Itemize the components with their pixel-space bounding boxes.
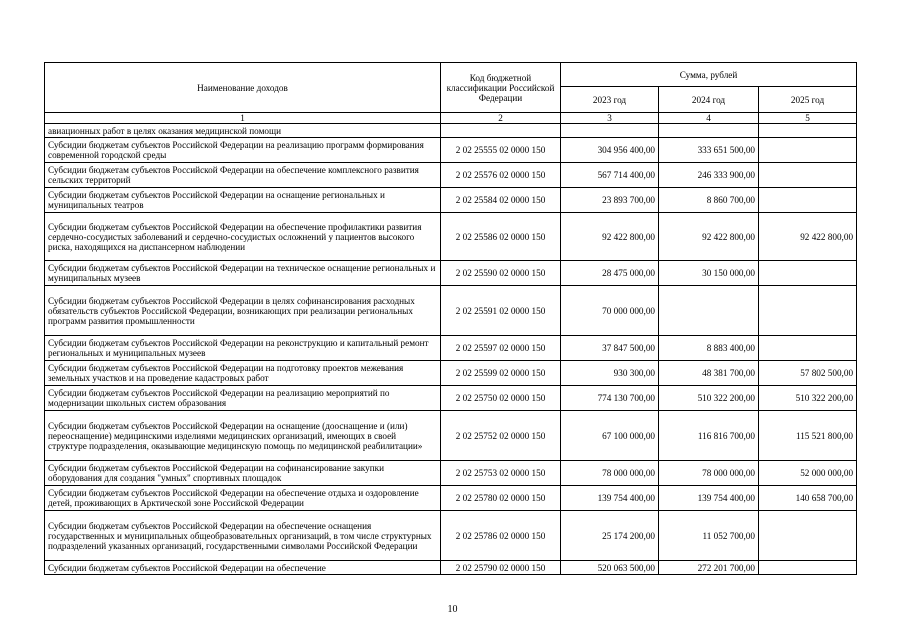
amount-2025-cell — [759, 336, 857, 361]
amount-2024-cell: 333 651 500,00 — [659, 138, 759, 163]
budget-code-cell: 2 02 25750 02 0000 150 — [441, 386, 561, 411]
amount-2023-cell: 37 847 500,00 — [561, 336, 659, 361]
amount-2025-cell — [759, 188, 857, 213]
income-name-cell: Субсидии бюджетам субъектов Российской Федерации на обеспечение оснащения государственных и муниципальных общеобразовательных организаций, в том числе структурных подразделений указанных организаций, государственными символами Российской Федерации — [45, 511, 441, 561]
column-number: 2 — [441, 113, 561, 124]
header-year-2023: 2023 год — [561, 87, 659, 113]
table-row — [45, 188, 857, 213]
table-row — [45, 386, 857, 411]
table-row — [45, 486, 857, 511]
budget-code-cell: 2 02 25790 02 0000 150 — [441, 561, 561, 575]
page-number: 10 — [447, 604, 458, 615]
income-name-cell: Субсидии бюджетам субъектов Российской Федерации в целях софинансирования расходных обязательств субъектов Российской Федерации, возникающих при реализации региональных программ развития промышленности — [45, 286, 441, 336]
table-row — [45, 286, 857, 336]
income-name-cell: Субсидии бюджетам субъектов Российской Федерации на реализацию программ формирования современной городской среды — [45, 138, 441, 163]
amount-2025-cell — [759, 261, 857, 286]
table-row — [45, 561, 857, 575]
amount-2025-cell — [759, 286, 857, 336]
amount-2024-cell: 11 052 700,00 — [659, 511, 759, 561]
header-year-2024: 2024 год — [659, 87, 759, 113]
amount-2025-cell — [759, 163, 857, 188]
amount-2024-cell: 8 883 400,00 — [659, 336, 759, 361]
budget-code-cell: 2 02 25599 02 0000 150 — [441, 361, 561, 386]
amount-2023-cell: 67 100 000,00 — [561, 411, 659, 461]
amount-2023-cell: 78 000 000,00 — [561, 461, 659, 486]
table-row — [45, 138, 857, 163]
income-name-cell: авиационных работ в целях оказания медицинской помощи — [45, 124, 441, 138]
income-name-cell: Субсидии бюджетам субъектов Российской Федерации на оснащение региональных и муниципальных театров — [45, 188, 441, 213]
income-name-cell: Субсидии бюджетам субъектов Российской Федерации на софинансирование закупки оборудования для создания "умных" спортивных площадок — [45, 461, 441, 486]
table-row — [45, 461, 857, 486]
amount-2023-cell: 25 174 200,00 — [561, 511, 659, 561]
column-number: 5 — [759, 113, 857, 124]
income-name-cell: Субсидии бюджетам субъектов Российской Федерации на подготовку проектов межевания земельных участков и на проведение кадастровых работ — [45, 361, 441, 386]
amount-2024-cell — [659, 286, 759, 336]
income-name-cell: Субсидии бюджетам субъектов Российской Федерации на обеспечение отдыха и оздоровление детей, проживающих в Арктической зоне Российской Федерации — [45, 486, 441, 511]
amount-2024-cell: 246 333 900,00 — [659, 163, 759, 188]
budget-code-cell: 2 02 25591 02 0000 150 — [441, 286, 561, 336]
amount-2024-cell: 92 422 800,00 — [659, 213, 759, 261]
table-row — [45, 213, 857, 261]
table-row — [45, 261, 857, 286]
amount-2023-cell — [561, 124, 659, 138]
amount-2023-cell: 92 422 800,00 — [561, 213, 659, 261]
header-sum: Сумма, рублей — [561, 63, 857, 87]
budget-code-cell: 2 02 25586 02 0000 150 — [441, 213, 561, 261]
budget-code-cell: 2 02 25597 02 0000 150 — [441, 336, 561, 361]
amount-2025-cell: 115 521 800,00 — [759, 411, 857, 461]
table-row — [45, 124, 857, 138]
amount-2023-cell: 23 893 700,00 — [561, 188, 659, 213]
income-name-cell: Субсидии бюджетам субъектов Российской Федерации на обеспечение профилактики развития сердечно-сосудистых заболеваний и сердечно-сосудистых осложнений у пациентов высокого риска, находящихся на диспансерном наблюдении — [45, 213, 441, 261]
table-row — [45, 411, 857, 461]
amount-2024-cell: 139 754 400,00 — [659, 486, 759, 511]
amount-2023-cell: 567 714 400,00 — [561, 163, 659, 188]
amount-2023-cell: 70 000 000,00 — [561, 286, 659, 336]
income-table — [44, 62, 857, 575]
budget-code-cell: 2 02 25555 02 0000 150 — [441, 138, 561, 163]
budget-code-cell: 2 02 25786 02 0000 150 — [441, 511, 561, 561]
income-name-cell: Субсидии бюджетам субъектов Российской Федерации на реализацию мероприятий по модернизации школьных систем образования — [45, 386, 441, 411]
amount-2024-cell: 78 000 000,00 — [659, 461, 759, 486]
column-number: 3 — [561, 113, 659, 124]
amount-2023-cell: 28 475 000,00 — [561, 261, 659, 286]
budget-code-cell: 2 02 25780 02 0000 150 — [441, 486, 561, 511]
budget-code-cell — [441, 124, 561, 138]
income-name-cell: Субсидии бюджетам субъектов Российской Федерации на оснащение (дооснащение и (или) переоснащение) медицинскими изделиями медицинских организаций, имеющих в своей структуре подразделения, оказывающие медицинскую помощь по медицинской реабилитации» — [45, 411, 441, 461]
column-number: 4 — [659, 113, 759, 124]
amount-2023-cell: 774 130 700,00 — [561, 386, 659, 411]
table-row — [45, 163, 857, 188]
budget-code-cell: 2 02 25753 02 0000 150 — [441, 461, 561, 486]
income-name-cell: Субсидии бюджетам субъектов Российской Федерации на обеспечение — [45, 561, 441, 575]
amount-2025-cell: 52 000 000,00 — [759, 461, 857, 486]
header-budget-code: Код бюджетной классификации Российской Федерации — [441, 63, 561, 113]
amount-2024-cell: 30 150 000,00 — [659, 261, 759, 286]
table-header — [45, 63, 857, 124]
budget-code-cell: 2 02 25590 02 0000 150 — [441, 261, 561, 286]
amount-2025-cell: 57 802 500,00 — [759, 361, 857, 386]
header-income-name: Наименование доходов — [45, 63, 441, 113]
income-name-cell: Субсидии бюджетам субъектов Российской Федерации на обеспечение комплексного развития сельских территорий — [45, 163, 441, 188]
table-row — [45, 511, 857, 561]
income-name-cell: Субсидии бюджетам субъектов Российской Федерации на техническое оснащение региональных и муниципальных музеев — [45, 261, 441, 286]
table-body — [45, 124, 857, 575]
amount-2025-cell: 140 658 700,00 — [759, 486, 857, 511]
amount-2023-cell: 304 956 400,00 — [561, 138, 659, 163]
amount-2024-cell — [659, 124, 759, 138]
amount-2025-cell — [759, 138, 857, 163]
amount-2024-cell: 116 816 700,00 — [659, 411, 759, 461]
amount-2024-cell: 272 201 700,00 — [659, 561, 759, 575]
budget-code-cell: 2 02 25752 02 0000 150 — [441, 411, 561, 461]
budget-code-cell: 2 02 25576 02 0000 150 — [441, 163, 561, 188]
amount-2025-cell: 92 422 800,00 — [759, 213, 857, 261]
amount-2023-cell: 139 754 400,00 — [561, 486, 659, 511]
income-name-cell: Субсидии бюджетам субъектов Российской Федерации на реконструкцию и капитальный ремонт региональных и муниципальных музеев — [45, 336, 441, 361]
amount-2024-cell: 8 860 700,00 — [659, 188, 759, 213]
amount-2024-cell: 48 381 700,00 — [659, 361, 759, 386]
amount-2025-cell — [759, 561, 857, 575]
amount-2025-cell — [759, 124, 857, 138]
table-row — [45, 336, 857, 361]
amount-2025-cell: 510 322 200,00 — [759, 386, 857, 411]
header-year-2025: 2025 год — [759, 87, 857, 113]
amount-2023-cell: 930 300,00 — [561, 361, 659, 386]
budget-code-cell: 2 02 25584 02 0000 150 — [441, 188, 561, 213]
amount-2025-cell — [759, 511, 857, 561]
amount-2024-cell: 510 322 200,00 — [659, 386, 759, 411]
table-row — [45, 361, 857, 386]
column-number: 1 — [45, 113, 441, 124]
amount-2023-cell: 520 063 500,00 — [561, 561, 659, 575]
